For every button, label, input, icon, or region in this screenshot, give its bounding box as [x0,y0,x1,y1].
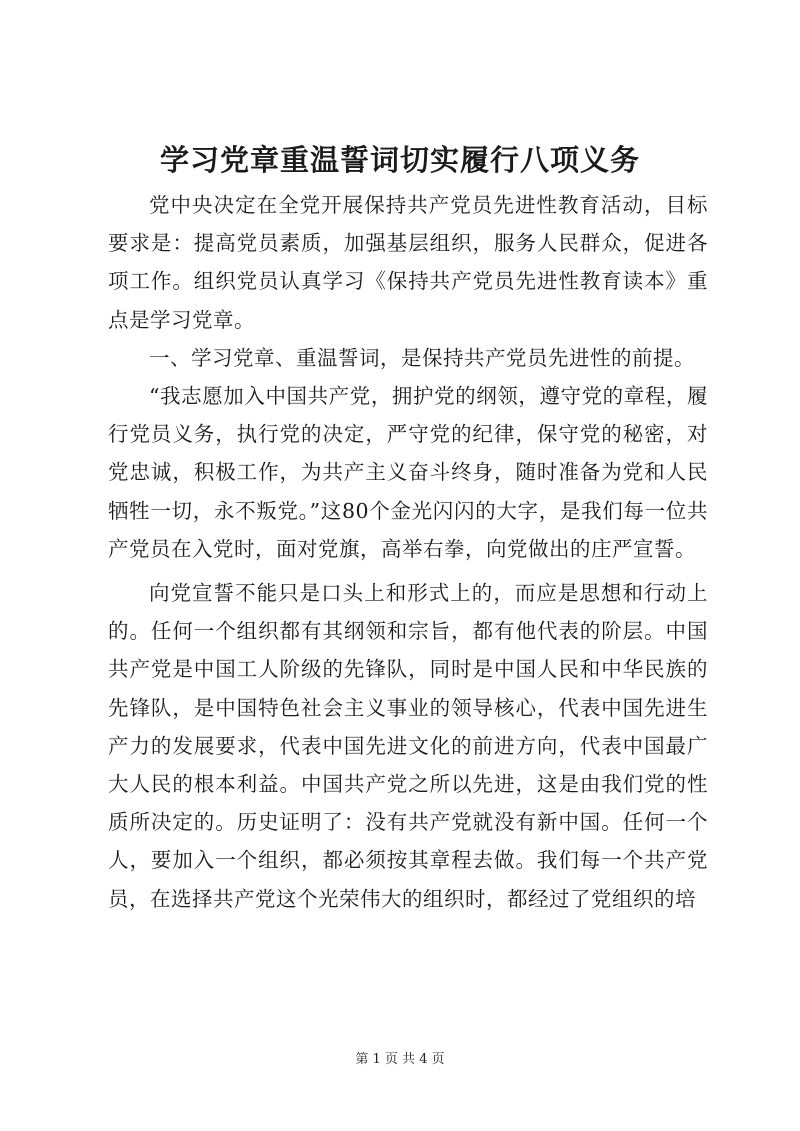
paragraph-oath: “我志愿加入中国共产党，拥护党的纲领，遵守党的章程，履行党员义务，执行党的决定，严守党的纪律，保守党的秘密，对党忠诚，积极工作，为共产主义奋斗终身，随时准备为党和人民牺牲一切，永不叛党。”这80个金光闪闪的大字，是我们每一位共产党员在入党时，面对党旗，高举右拳，向党做出的庄严宣誓。 [108,384,708,561]
document-body [108,186,708,918]
page-number-footer: 第 1 页 共 4 页 [355,1052,445,1067]
paragraph-intro: 党中央决定在全党开展保持共产党员先进性教育活动，目标要求是：提高党员素质，加强基层组织，服务人民群众，促进各项工作。组织党员认真学习《保持共产党员先进性教育读本》重点是学习党章。 [108,193,708,332]
document-title: 学习党章重温誓词切实履行八项义务 [159,143,640,177]
paragraph-oath-meaning: 向党宣誓不能只是口头上和形式上的，而应是思想和行动上的。任何一个组织都有其纲领和宗旨，都有他代表的阶层。中国共产党是中国工人阶级的先锋队，同时是中国人民和中华民族的先锋队，是中国特色社会主义事业的领导核心，代表中国先进生产力的发展要求，代表中国先进文化的前进方向，代表中国最广大人民的根本利益。中国共产党之所以先进，这是由我们党的性质所决定的。历史证明了：没有共产党就没有新中国。任何一个人，要加入一个组织，都必须按其章程去做。我们每一个共产党员，在选择共产党这个光荣伟大的组织时，都经过了党组织的培 [108,581,708,911]
section-heading-1: 一、学习党章、重温誓词，是保持共产党员先进性的前提。 [149,345,695,370]
